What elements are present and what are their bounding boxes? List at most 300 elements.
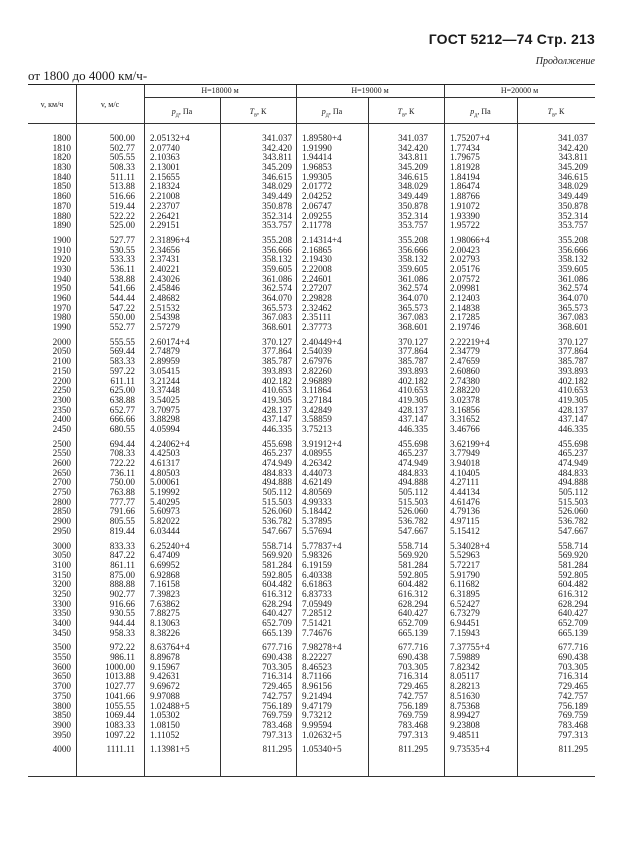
pressure-19000-cell: 3.58859	[302, 414, 332, 425]
speed-ms-cell: 583.33	[109, 356, 135, 367]
pressure-20000-cell: 2.12403	[450, 293, 480, 303]
pressure-20000-cell: 2.47659	[450, 356, 480, 367]
temperature-19000-cell: 756.189	[398, 700, 428, 711]
speed-ms-cell: 1083.33	[105, 719, 135, 730]
temperature-20000-cell: 358.132	[558, 254, 588, 265]
pressure-18000-cell: 3.70975	[150, 404, 180, 415]
pressure-18000-cell: 6.92868	[150, 569, 180, 580]
temperature-18000-cell: 365.573	[262, 302, 292, 313]
pressure-19000-cell: 7.05949	[302, 598, 332, 609]
pressure-19000-cell: 2.04252	[302, 191, 332, 202]
pressure-18000-cell: 8.38226	[150, 627, 180, 638]
pressure-19000-cell: 2.16865	[302, 244, 332, 255]
pressure-19000-cell: 5.98326	[302, 550, 332, 561]
temperature-19000-cell: 742.757	[398, 690, 428, 701]
temperature-19000-cell: 703.305	[398, 661, 428, 672]
temperature-20000-cell: 769.759	[558, 710, 588, 721]
temperature-19000-cell: 393.893	[398, 365, 428, 376]
pressure-18000-cell: 8.89678	[150, 652, 180, 663]
pressure-19000-cell: 3.11864	[302, 385, 332, 396]
col-header-temperature: $T_в$, К	[249, 107, 267, 119]
speed-kmh-cell: 2500	[52, 438, 71, 449]
temperature-18000-cell: 428.137	[262, 404, 292, 415]
col-header-pressure: $p_д$, Па	[171, 107, 193, 119]
temperature-19000-cell: 581.284	[398, 559, 428, 570]
pressure-20000-cell: 1.88766	[450, 191, 480, 202]
temperature-20000-cell: 356.666	[558, 244, 588, 255]
temperature-18000-cell: 385.787	[262, 356, 292, 367]
speed-kmh-cell: 3350	[52, 608, 71, 619]
pressure-19000-cell: 2.40449+4	[302, 336, 342, 347]
speed-kmh-cell: 1840	[52, 171, 71, 182]
temperature-20000-cell: 652.709	[558, 618, 588, 628]
temperature-18000-cell: 377.864	[262, 346, 292, 357]
speed-kmh-cell: 3200	[52, 579, 71, 590]
row-group	[28, 745, 595, 755]
pressure-20000-cell: 1.79675	[450, 152, 480, 163]
speed-kmh-cell: 2950	[52, 525, 71, 536]
speed-ms-cell: 597.22	[109, 365, 135, 376]
pressure-18000-cell: 7.16158	[150, 579, 180, 590]
pressure-20000-cell: 5.34028+4	[450, 540, 490, 551]
speed-kmh-cell: 2450	[52, 423, 71, 434]
table-row	[28, 745, 595, 755]
pressure-20000-cell: 2.05176	[450, 263, 480, 274]
pressure-20000-cell: 1.77434	[450, 142, 480, 153]
pressure-20000-cell: 1.95722	[450, 220, 480, 231]
pressure-19000-cell: 4.26342	[302, 458, 332, 468]
temperature-20000-cell: 677.716	[558, 642, 588, 653]
temperature-18000-cell: 419.305	[262, 394, 292, 405]
pressure-19000-cell: 5.18442	[302, 506, 332, 517]
pressure-20000-cell: 3.02378	[450, 394, 480, 405]
pressure-19000-cell: 2.67976	[302, 356, 332, 367]
pressure-18000-cell: 7.88275	[150, 608, 180, 619]
pressure-20000-cell: 3.77949	[450, 448, 480, 459]
speed-kmh-cell: 3700	[52, 681, 71, 692]
pressure-19000-cell: 7.98278+4	[302, 642, 342, 653]
temperature-19000-cell: 368.601	[398, 322, 428, 333]
speed-ms-cell: 777.77	[109, 496, 135, 507]
pressure-19000-cell: 2.06747	[302, 200, 332, 211]
pressure-20000-cell: 9.23808	[450, 719, 480, 730]
pressure-18000-cell: 2.51532	[150, 302, 180, 313]
speed-kmh-cell: 1890	[52, 220, 71, 231]
row-group	[28, 338, 595, 435]
speed-ms-cell: 916.66	[109, 598, 135, 609]
temperature-18000-cell: 364.070	[262, 293, 292, 303]
temperature-19000-cell: 515.503	[398, 496, 428, 507]
temperature-18000-cell: 346.615	[262, 171, 292, 182]
pressure-18000-cell: 2.26421	[150, 210, 180, 221]
temperature-18000-cell: 703.305	[262, 661, 292, 672]
temperature-19000-cell: 536.782	[398, 516, 428, 527]
pressure-19000-cell: 4.08955	[302, 448, 332, 459]
temperature-20000-cell: 474.949	[558, 458, 588, 468]
pressure-19000-cell: 3.91912+4	[302, 438, 342, 449]
pressure-19000-cell: 1.02632+5	[302, 729, 342, 740]
pressure-19000-cell: 5.57694	[302, 525, 332, 536]
speed-kmh-cell: 2150	[52, 365, 71, 376]
pressure-20000-cell: 2.07572	[450, 273, 480, 284]
temperature-18000-cell: 355.208	[262, 234, 292, 245]
pressure-18000-cell: 2.48682	[150, 293, 180, 303]
temperature-20000-cell: 437.147	[558, 414, 588, 425]
table-row	[28, 629, 595, 639]
pressure-19000-cell: 2.14314+4	[302, 234, 342, 245]
temperature-18000-cell: 465.237	[262, 448, 292, 459]
speed-ms-cell: 544.44	[109, 293, 135, 303]
pressure-18000-cell: 2.13001	[150, 162, 180, 173]
col-header-temperature: $T_в$, К	[397, 107, 415, 119]
pressure-20000-cell: 1.98066+4	[450, 234, 490, 245]
pressure-20000-cell: 1.84194	[450, 171, 480, 182]
pressure-20000-cell: 8.75368	[450, 700, 480, 711]
pressure-18000-cell: 2.34656	[150, 244, 180, 255]
altitude-header-19000: H=19000 м	[351, 86, 389, 95]
speed-ms-cell: 625.00	[109, 385, 135, 396]
table-bottom-rule	[28, 776, 595, 777]
speed-ms-cell: 791.66	[109, 506, 135, 517]
pressure-18000-cell: 2.18324	[150, 181, 180, 192]
temperature-18000-cell: 446.335	[262, 423, 292, 434]
pressure-20000-cell: 6.94451	[450, 618, 480, 628]
speed-ms-cell: 819.44	[109, 525, 135, 536]
temperature-18000-cell: 729.465	[262, 681, 292, 692]
pressure-18000-cell: 7.63862	[150, 598, 180, 609]
speed-kmh-cell: 3050	[52, 550, 71, 561]
temperature-18000-cell: 484.833	[262, 467, 292, 478]
speed-kmh-cell: 2900	[52, 516, 71, 527]
speed-ms-cell: 805.55	[109, 516, 135, 527]
speed-ms-cell: 552.77	[109, 322, 135, 333]
temperature-19000-cell: 343.811	[398, 152, 428, 163]
speed-kmh-cell: 1820	[52, 152, 71, 163]
temperature-19000-cell: 783.468	[398, 719, 428, 730]
speed-kmh-cell: 2700	[52, 477, 71, 488]
pressure-18000-cell: 2.07740	[150, 142, 180, 153]
pressure-20000-cell: 4.61476	[450, 496, 480, 507]
temperature-19000-cell: 484.833	[398, 467, 428, 478]
temperature-20000-cell: 446.335	[558, 423, 588, 434]
temperature-19000-cell: 419.305	[398, 394, 428, 405]
header-rule	[144, 97, 595, 98]
speed-ms-cell: 1069.44	[105, 710, 135, 721]
temperature-18000-cell: 536.782	[262, 516, 292, 527]
speed-kmh-cell: 3550	[52, 652, 71, 663]
pressure-20000-cell: 3.94018	[450, 458, 480, 468]
temperature-19000-cell: 494.888	[398, 477, 428, 488]
pressure-18000-cell: 1.11052	[150, 729, 180, 740]
speed-kmh-cell: 3250	[52, 588, 71, 599]
temperature-18000-cell: 581.284	[262, 559, 292, 570]
temperature-18000-cell: 361.086	[262, 273, 292, 284]
pressure-19000-cell: 5.37895	[302, 516, 332, 527]
speed-ms-cell: 508.33	[109, 162, 135, 173]
temperature-19000-cell: 526.060	[398, 506, 428, 517]
pressure-18000-cell: 6.47409	[150, 550, 180, 561]
pressure-19000-cell: 3.42849	[302, 404, 332, 415]
pressure-19000-cell: 3.75213	[302, 423, 332, 434]
temperature-19000-cell: 604.482	[398, 579, 428, 590]
pressure-20000-cell: 7.37755+4	[450, 642, 490, 653]
temperature-19000-cell: 402.182	[398, 375, 428, 386]
table-row	[28, 425, 595, 435]
speed-ms-cell: 500.00	[109, 133, 135, 143]
pressure-19000-cell: 2.11778	[302, 220, 332, 231]
temperature-18000-cell: 345.209	[262, 162, 292, 173]
temperature-18000-cell: 665.139	[262, 627, 292, 638]
temperature-19000-cell: 346.615	[398, 171, 428, 182]
temperature-20000-cell: 410.653	[558, 385, 588, 396]
temperature-20000-cell: 716.314	[558, 671, 588, 682]
pressure-20000-cell: 2.00423	[450, 244, 480, 255]
speed-kmh-cell: 1970	[52, 302, 71, 313]
temperature-19000-cell: 365.573	[398, 302, 428, 313]
temperature-19000-cell: 569.920	[398, 550, 428, 561]
speed-kmh-cell: 2000	[52, 336, 71, 347]
speed-ms-cell: 530.55	[109, 244, 135, 255]
temperature-18000-cell: 343.811	[262, 152, 292, 163]
temperature-18000-cell: 742.757	[262, 690, 292, 701]
temperature-19000-cell: 677.716	[398, 642, 428, 653]
pressure-19000-cell: 1.94414	[302, 152, 332, 163]
temperature-18000-cell: 356.666	[262, 244, 292, 255]
speed-ms-cell: 722.22	[109, 458, 135, 468]
temperature-19000-cell: 370.127	[398, 336, 428, 347]
altitude-header-18000: H=18000 м	[201, 86, 239, 95]
temperature-20000-cell: 377.864	[558, 346, 588, 357]
pressure-18000-cell: 2.54398	[150, 312, 180, 323]
pressure-19000-cell: 7.51421	[302, 618, 332, 628]
pressure-19000-cell: 4.99333	[302, 496, 332, 507]
pressure-20000-cell: 4.79136	[450, 506, 480, 517]
speed-kmh-cell: 3900	[52, 719, 71, 730]
pressure-19000-cell: 9.47179	[302, 700, 332, 711]
temperature-19000-cell: 349.449	[398, 191, 428, 202]
speed-kmh-cell: 3500	[52, 642, 71, 653]
temperature-18000-cell: 437.147	[262, 414, 292, 425]
speed-ms-cell: 533.33	[109, 254, 135, 265]
speed-ms-cell: 694.44	[109, 438, 135, 449]
header-rule	[28, 123, 595, 124]
pressure-20000-cell: 8.05117	[450, 671, 480, 682]
pressure-20000-cell: 2.74380	[450, 375, 480, 386]
pressure-20000-cell: 5.15412	[450, 525, 480, 536]
pressure-18000-cell: 2.43026	[150, 273, 180, 284]
pressure-20000-cell: 4.27111	[450, 477, 480, 488]
temperature-20000-cell: 348.029	[558, 181, 588, 192]
pressure-19000-cell: 1.91990	[302, 142, 332, 153]
row-group	[28, 236, 595, 333]
temperature-19000-cell: 811.295	[398, 744, 428, 755]
temperature-18000-cell: 505.112	[262, 487, 292, 498]
temperature-19000-cell: 547.667	[398, 525, 428, 536]
speed-ms-cell: 527.77	[109, 234, 135, 245]
pressure-19000-cell: 2.19430	[302, 254, 332, 265]
pressure-18000-cell: 2.21008	[150, 191, 180, 202]
pressure-18000-cell: 1.02488+5	[150, 700, 190, 711]
speed-kmh-cell: 2100	[52, 356, 71, 367]
speed-ms-cell: 519.44	[109, 200, 135, 211]
temperature-18000-cell: 515.503	[262, 496, 292, 507]
temperature-19000-cell: 558.714	[398, 540, 428, 551]
temperature-18000-cell: 359.605	[262, 263, 292, 274]
pressure-18000-cell: 4.24062+4	[150, 438, 190, 449]
temperature-19000-cell: 729.465	[398, 681, 428, 692]
speed-ms-cell: 505.55	[109, 152, 135, 163]
temperature-20000-cell: 349.449	[558, 191, 588, 202]
pressure-18000-cell: 9.15967	[150, 661, 180, 672]
speed-kmh-cell: 3650	[52, 671, 71, 682]
temperature-18000-cell: 797.313	[262, 729, 292, 740]
temperature-20000-cell: 628.294	[558, 598, 588, 609]
temperature-20000-cell: 361.086	[558, 273, 588, 284]
pressure-18000-cell: 5.60973	[150, 506, 180, 517]
pressure-20000-cell: 9.73535+4	[450, 744, 490, 755]
temperature-20000-cell: 515.503	[558, 496, 588, 507]
pressure-18000-cell: 2.37431	[150, 254, 180, 265]
pressure-20000-cell: 2.34779	[450, 346, 480, 357]
temperature-19000-cell: 716.314	[398, 671, 428, 682]
speed-kmh-cell: 3300	[52, 598, 71, 609]
pressure-18000-cell: 1.08150	[150, 719, 180, 730]
col-header-v-ms: v, м/с	[100, 100, 120, 109]
temperature-20000-cell: 365.573	[558, 302, 588, 313]
pressure-18000-cell: 2.60174+4	[150, 336, 190, 347]
speed-ms-cell: 875.00	[109, 569, 135, 580]
speed-ms-cell: 1111.11	[106, 744, 135, 755]
speed-kmh-cell: 1990	[52, 322, 71, 333]
speed-ms-cell: 930.55	[109, 608, 135, 619]
speed-kmh-cell: 1960	[52, 293, 71, 303]
speed-kmh-cell: 3950	[52, 729, 71, 740]
pressure-19000-cell: 8.71166	[302, 671, 332, 682]
temperature-20000-cell: 353.757	[558, 220, 588, 231]
speed-ms-cell: 652.77	[109, 404, 135, 415]
temperature-20000-cell: 402.182	[558, 375, 588, 386]
speed-kmh-cell: 1980	[52, 312, 71, 323]
temperature-20000-cell: 742.757	[558, 690, 588, 701]
temperature-20000-cell: 428.137	[558, 404, 588, 415]
pressure-20000-cell: 6.52427	[450, 598, 480, 609]
pressure-18000-cell: 1.13981+5	[150, 744, 190, 755]
temperature-19000-cell: 446.335	[398, 423, 428, 434]
temperature-20000-cell: 346.615	[558, 171, 588, 182]
temperature-20000-cell: 368.601	[558, 322, 588, 333]
speed-kmh-cell: 3800	[52, 700, 71, 711]
pressure-18000-cell: 8.63764+4	[150, 642, 190, 653]
pressure-18000-cell: 2.89959	[150, 356, 180, 367]
temperature-20000-cell: 783.468	[558, 719, 588, 730]
pressure-19000-cell: 2.09255	[302, 210, 332, 221]
speed-kmh-cell: 4000	[52, 744, 71, 755]
speed-ms-cell: 902.77	[109, 588, 135, 599]
temperature-18000-cell: 811.295	[262, 744, 292, 755]
speed-ms-cell: 555.55	[109, 336, 135, 347]
temperature-19000-cell: 358.132	[398, 254, 428, 265]
table-row	[28, 323, 595, 333]
temperature-20000-cell: 703.305	[558, 661, 588, 672]
row-group	[28, 643, 595, 740]
pressure-20000-cell: 3.31652	[450, 414, 480, 425]
pressure-20000-cell: 2.09981	[450, 283, 480, 294]
temperature-18000-cell: 362.574	[262, 283, 292, 294]
col-header-pressure: $p_д$, Па	[321, 107, 343, 119]
pressure-19000-cell: 3.27184	[302, 394, 332, 405]
temperature-18000-cell: 690.438	[262, 652, 292, 663]
speed-ms-cell: 513.88	[109, 181, 135, 192]
speed-kmh-cell: 3400	[52, 618, 71, 628]
temperature-19000-cell: 474.949	[398, 458, 428, 468]
temperature-19000-cell: 652.709	[398, 618, 428, 628]
pressure-18000-cell: 3.88298	[150, 414, 180, 425]
temperature-19000-cell: 348.029	[398, 181, 428, 192]
pressure-20000-cell: 8.99427	[450, 710, 480, 721]
pressure-20000-cell: 1.93390	[450, 210, 480, 221]
temperature-19000-cell: 353.757	[398, 220, 428, 231]
speed-ms-cell: 638.88	[109, 394, 135, 405]
temperature-18000-cell: 352.314	[262, 210, 292, 221]
temperature-19000-cell: 359.605	[398, 263, 428, 274]
speed-ms-cell: 569.44	[109, 346, 135, 357]
temperature-19000-cell: 769.759	[398, 710, 428, 721]
temperature-18000-cell: 350.878	[262, 200, 292, 211]
col-header-temperature: $T_в$, К	[547, 107, 565, 119]
pressure-20000-cell: 7.82342	[450, 661, 480, 672]
speed-ms-cell: 833.33	[109, 540, 135, 551]
temperature-20000-cell: 385.787	[558, 356, 588, 367]
temperature-20000-cell: 592.805	[558, 569, 588, 580]
pressure-18000-cell: 2.74879	[150, 346, 180, 357]
pressure-20000-cell: 2.14838	[450, 302, 480, 313]
temperature-20000-cell: 352.314	[558, 210, 588, 221]
temperature-20000-cell: 343.811	[558, 152, 588, 163]
temperature-18000-cell: 783.468	[262, 719, 292, 730]
temperature-20000-cell: 355.208	[558, 234, 588, 245]
speed-kmh-cell: 2200	[52, 375, 71, 386]
speed-kmh-cell: 2050	[52, 346, 71, 357]
speed-kmh-cell: 1900	[52, 234, 71, 245]
speed-kmh-cell: 1830	[52, 162, 71, 173]
pressure-18000-cell: 9.42631	[150, 671, 180, 682]
speed-kmh-cell: 1940	[52, 273, 71, 284]
temperature-20000-cell: 393.893	[558, 365, 588, 376]
pressure-20000-cell: 4.97115	[450, 516, 480, 527]
temperature-18000-cell: 769.759	[262, 710, 292, 721]
speed-ms-cell: 516.66	[109, 191, 135, 202]
pressure-19000-cell: 5.77837+4	[302, 540, 342, 551]
pressure-18000-cell: 4.42503	[150, 448, 180, 459]
pressure-18000-cell: 2.15655	[150, 171, 180, 182]
speed-ms-cell: 847.22	[109, 550, 135, 561]
pressure-19000-cell: 2.54039	[302, 346, 332, 357]
temperature-19000-cell: 665.139	[398, 627, 428, 638]
speed-ms-cell: 1055.55	[105, 700, 135, 711]
temperature-19000-cell: 797.313	[398, 729, 428, 740]
temperature-19000-cell: 352.314	[398, 210, 428, 221]
pressure-19000-cell: 2.37773	[302, 322, 332, 333]
pressure-19000-cell: 7.28512	[302, 608, 332, 619]
temperature-19000-cell: 505.112	[398, 487, 428, 498]
temperature-20000-cell: 616.312	[558, 588, 588, 599]
pressure-19000-cell: 7.74676	[302, 627, 332, 638]
temperature-20000-cell: 581.284	[558, 559, 588, 570]
temperature-18000-cell: 402.182	[262, 375, 292, 386]
temperature-20000-cell: 345.209	[558, 162, 588, 173]
pressure-18000-cell: 4.05994	[150, 423, 180, 434]
row-group	[28, 134, 595, 231]
